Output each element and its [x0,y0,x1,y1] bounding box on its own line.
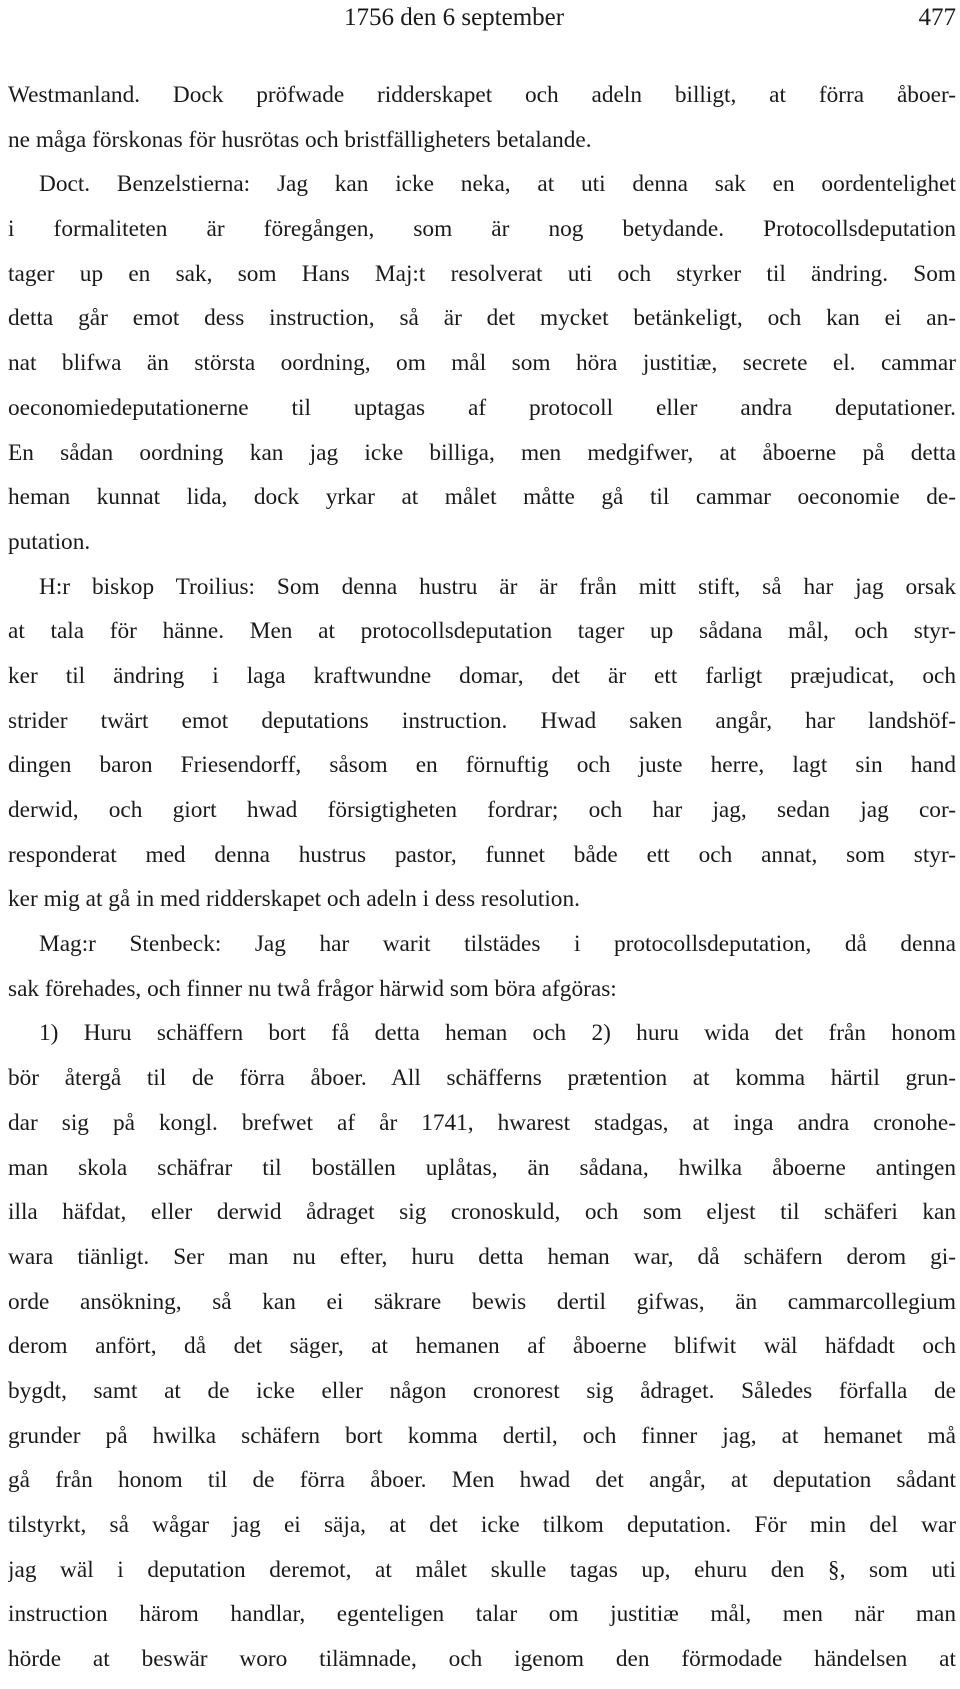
text-line: gå från honom til de förra åboer. Men hwad det angår, at deputation sådant [8,1467,956,1494]
text-line: nat blifwa än största oordning, om mål som höra justitiæ, secrete el. cammar [8,350,956,377]
text-line: jag wäl i deputation deremot, at målet skulle tagas up, ehuru den §, som uti [8,1556,956,1583]
text-line: i formaliteten är föregången, som är nog betydande. Protocollsdeputation [8,216,956,243]
text-line: hörde at beswär woro tilämnade, och igenom den förmodade händelsen at [8,1646,956,1673]
body-text [8,73,956,1682]
text-line: instruction härom handlar, egenteligen talar om justitiæ mål, men när man [8,1601,956,1628]
running-title: 1756 den 6 september [344,4,565,31]
text-line: ker til ändring i laga kraftwundne domar, det är ett farligt præjudicat, och [8,662,956,689]
text-line: dar sig på kongl. brefwet af år 1741, hwarest stadgas, at inga andra cronohe- [8,1109,956,1136]
text-line: H:r biskop Troilius: Som denna hustru är är från mitt stift, så har jag orsak [39,573,956,600]
text-line: tilstyrkt, så wågar jag ei säja, at det icke tilkom deputation. För min del war [8,1512,956,1538]
text-line: bygdt, samt at de icke eller någon cronorest sig ådraget. Således förfalla de [8,1377,956,1404]
text-line: oeconomiedeputationerne til uptagas af protocoll eller andra deputationer. [8,394,956,421]
text-line: Westmanland. Dock pröfwade ridderskapet och adeln billigt, at förra åboer- [8,82,956,108]
text-line: illa häfdat, eller derwid ådraget sig cronoskuld, och som eljest til schäferi kan [8,1199,956,1226]
text-line: derwid, och giort hwad försigtigheten fordrar; och har jag, sedan jag cor- [8,797,956,823]
text-line: tager up en sak, som Hans Maj:t resolverat uti och styrker til ändring. Som [8,260,956,287]
text-line: wara tiänligt. Ser man nu efter, huru detta heman war, då schäfern derom gi- [8,1243,956,1270]
text-line: derom anfört, då det säger, at hemanen af åboerne blifwit wäl häfdadt och [8,1333,956,1360]
text-line: orde ansökning, så kan ei säkrare bewis dertil gifwas, än cammarcollegium [8,1288,956,1315]
text-line: 1) Huru schäffern bort få detta heman och 2) huru wida det från honom [39,1020,956,1047]
text-line: bör återgå til de förra åboer. All schäfferns prætention at komma härtil grun- [8,1065,956,1092]
text-line: heman kunnat lida, dock yrkar at målet måtte gå til cammar oeconomie de- [8,484,956,511]
page-number: 477 [918,4,956,31]
text-line: dingen baron Friesendorff, såsom en förnuftig och juste herre, lagt sin hand [8,752,956,779]
text-line: strider twärt emot deputations instruction. Hwad saken angår, har landshöf- [8,707,956,734]
text-line: ker mig at gå in med ridderskapet och adeln i dess resolution. [8,886,580,913]
text-line: detta går emot dess instruction, så är det mycket betänkeligt, och kan ei an- [8,305,956,332]
running-head [0,0,960,40]
text-line: putation. [8,528,91,555]
text-line: Doct. Benzelstierna: Jag kan icke neka, at uti denna sak en oordentelighet [39,171,956,198]
text-line: responderat med denna hustrus pastor, funnet både ett och annat, som styr- [8,841,956,868]
text-line: ne måga förskonas för husrötas och bristfälligheters betalande. [8,126,592,153]
text-line: man skola schäfrar til boställen uplåtas, än sådana, hwilka åboerne antingen [8,1154,956,1181]
text-line: Mag:r Stenbeck: Jag har warit tilstädes i protocollsdeputation, då denna [39,931,956,958]
text-line: grunder på hwilka schäfern bort komma dertil, och finner jag, at hemanet må [8,1422,956,1449]
text-line: En sådan oordning kan jag icke billiga, men medgifwer, at åboerne på detta [8,439,956,466]
text-line: sak förehades, och finner nu twå frågor härwid som böra afgöras: [8,975,617,1002]
text-line: at tala för hänne. Men at protocollsdeputation tager up sådana mål, och styr- [8,618,956,645]
